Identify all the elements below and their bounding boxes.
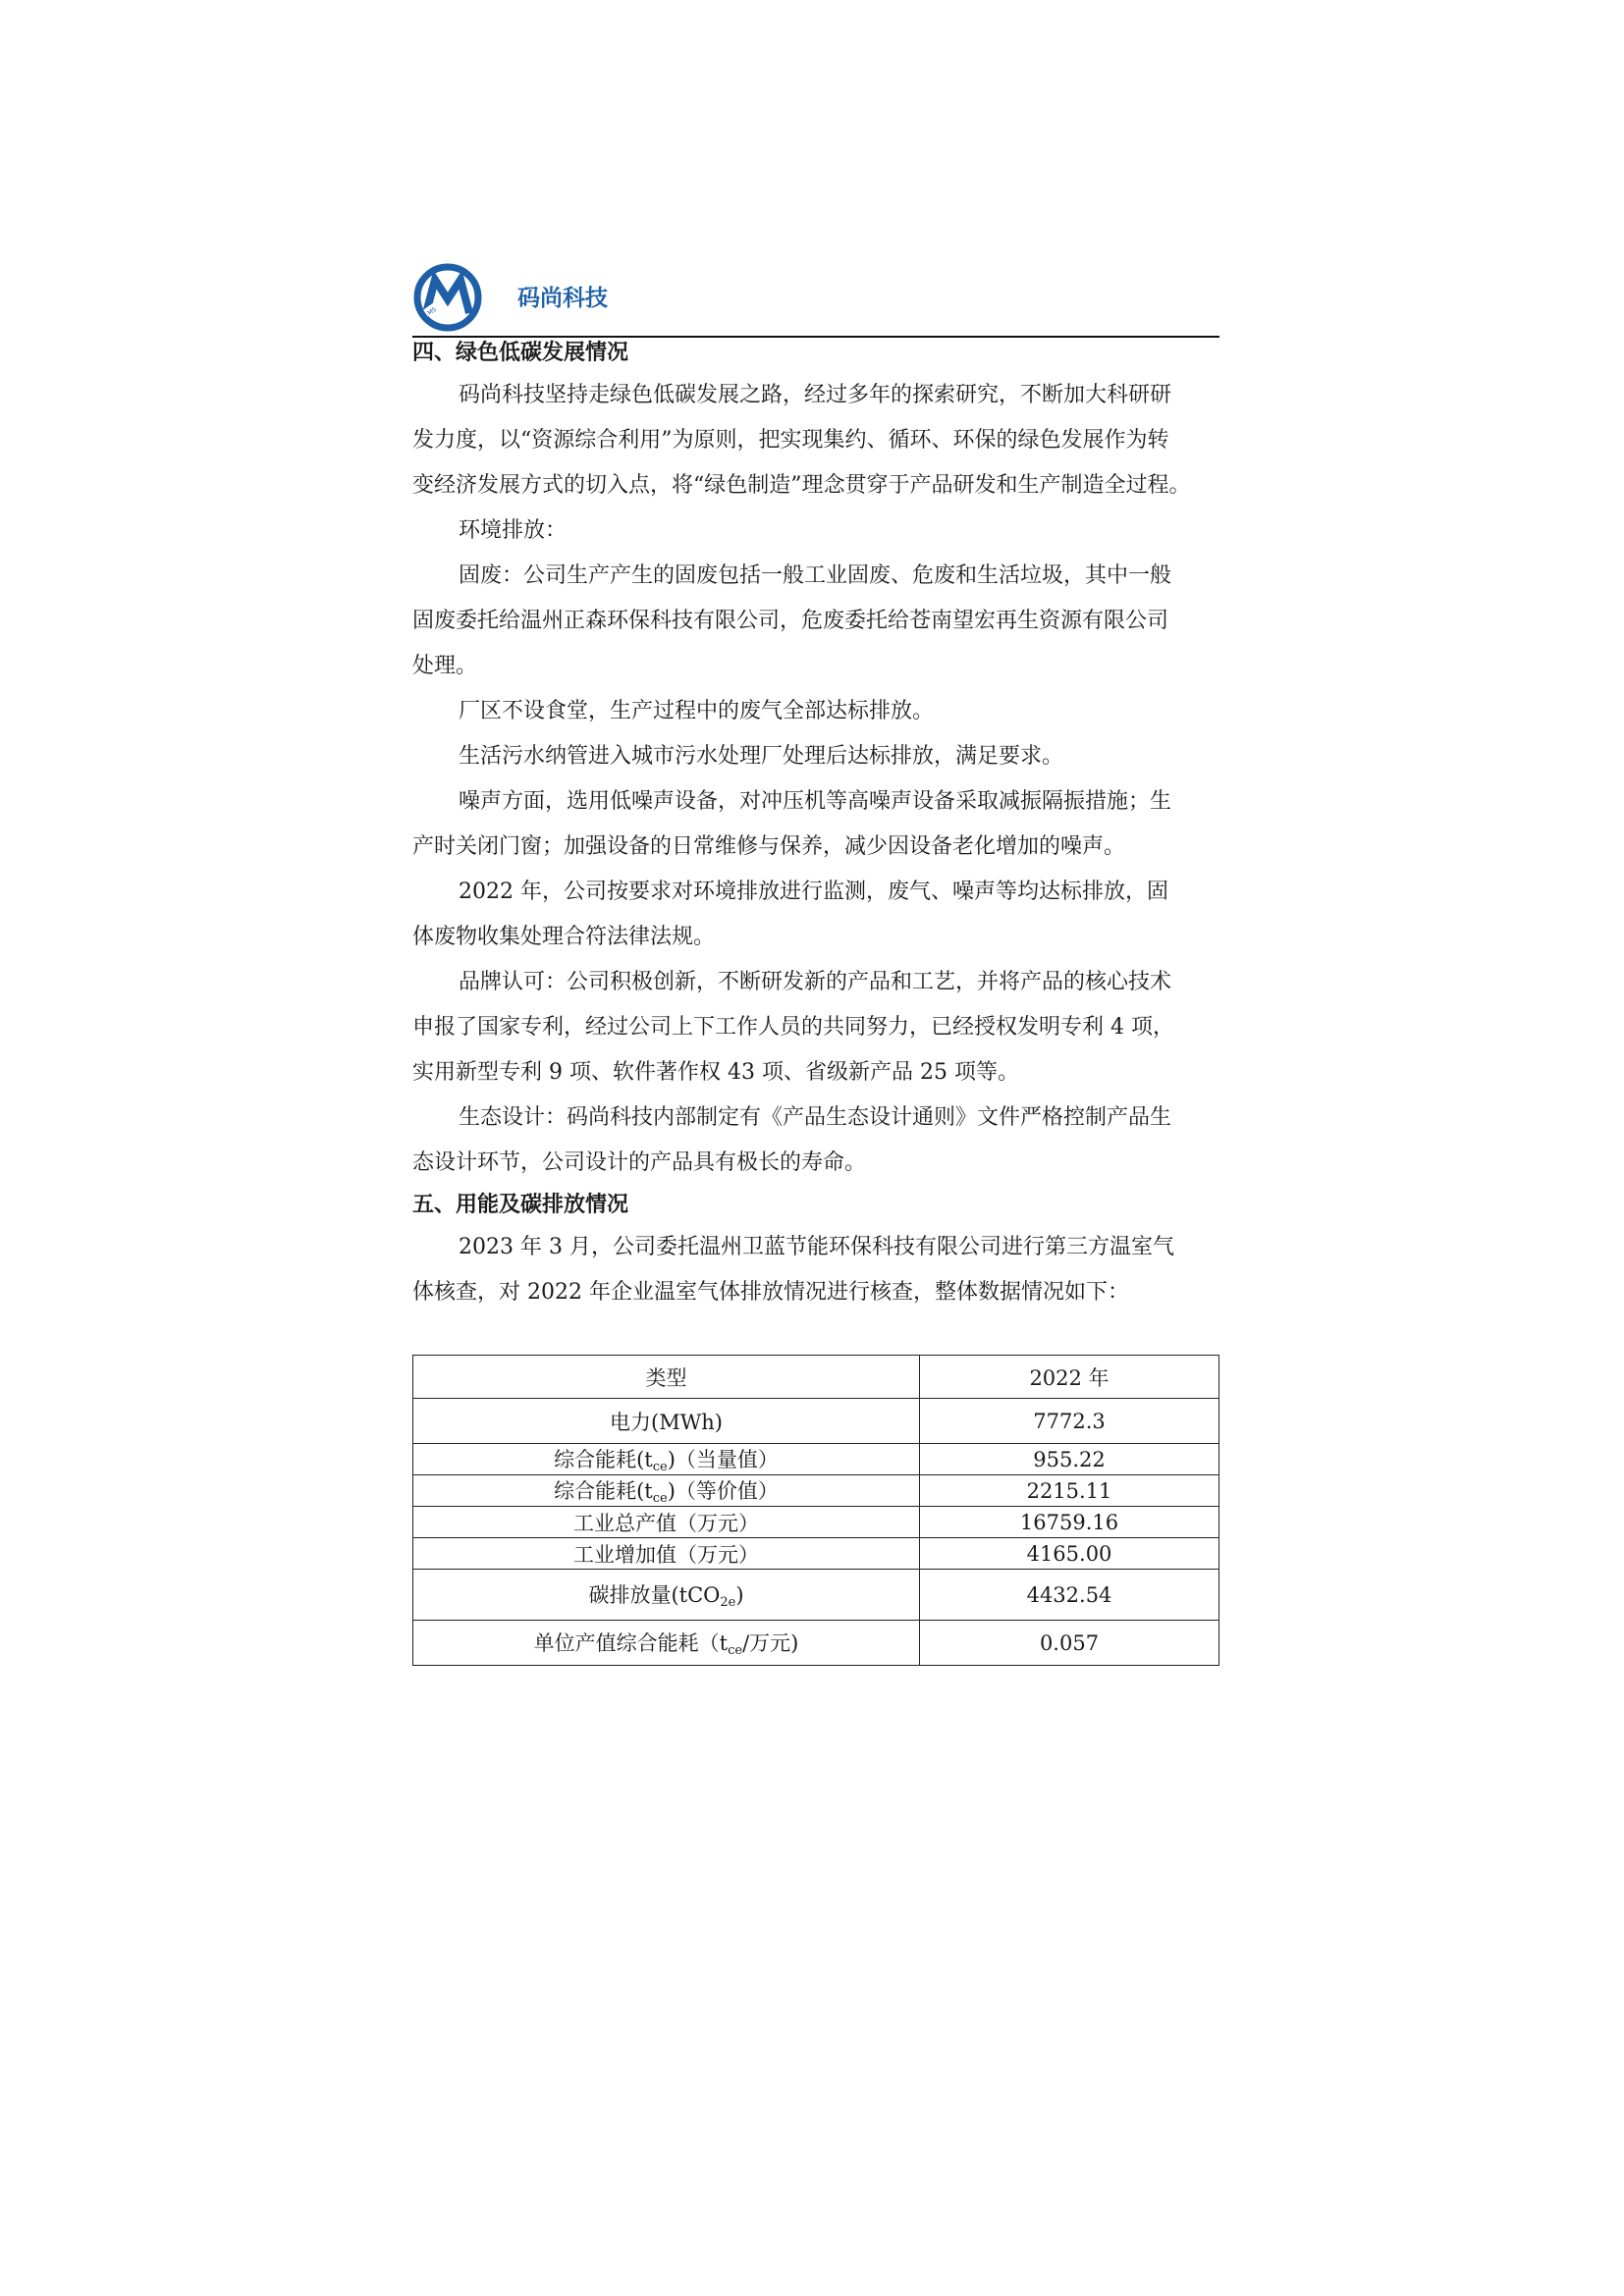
table-header-year: 2022 年 [920, 1356, 1219, 1399]
row-type-label: 单位产值综合能耗（t [533, 1631, 729, 1655]
row-type-label: 电力(MWh) [610, 1410, 723, 1434]
row-value-cell: 955.22 [920, 1444, 1219, 1475]
paragraph [412, 1095, 1237, 1186]
paragraph [412, 734, 1237, 779]
paragraph-line: 体废物收集处理合符法律法规。 [412, 925, 716, 949]
unit-subscript: 2e [720, 1595, 736, 1610]
row-value-cell: 4432.54 [920, 1570, 1219, 1621]
paragraph-line: 品牌认可：公司积极创新，不断研发新的产品和工艺，并将产品的核心技术 [459, 970, 1172, 994]
table-row [413, 1507, 1219, 1538]
unit-subscript: ce [652, 1491, 668, 1506]
table-row [413, 1621, 1219, 1666]
section-heading-energy-carbon: 五、用能及碳排放情况 [412, 1193, 629, 1217]
unit-subscript: ce [652, 1460, 668, 1474]
section-4-paragraphs [412, 373, 1237, 1186]
paragraph-line: 体核查，对 2022 年企业温室气体排放情况进行核查，整体数据情况如下： [412, 1280, 1129, 1305]
row-type-label: 碳排放量(tCO [588, 1583, 721, 1607]
paragraph-line: 实用新型专利 9 项、软件著作权 43 项、省级新产品 25 项等。 [412, 1060, 1019, 1085]
row-type-cell [413, 1475, 920, 1507]
paragraph [412, 1225, 1237, 1315]
paragraph-line: 申报了国家专利，经过公司上下工作人员的共同努力，已经授权发明专利 4 项， [412, 1015, 1174, 1040]
row-type-cell [413, 1570, 920, 1621]
paragraph-line: 噪声方面，选用低噪声设备，对冲压机等高噪声设备采取减振隔振措施；生 [459, 789, 1172, 814]
table-row [413, 1399, 1219, 1444]
paragraph [412, 508, 1237, 554]
table-row [413, 1538, 1219, 1570]
row-type-cell [413, 1621, 920, 1666]
row-type-suffix: )（当量值） [667, 1448, 779, 1471]
paragraph [412, 960, 1237, 1095]
paragraph-line: 2023 年 3 月，公司委托温州卫蓝节能环保科技有限公司进行第三方温室气 [459, 1235, 1174, 1259]
row-type-cell [413, 1444, 920, 1475]
section-5-paragraphs [412, 1225, 1237, 1315]
row-type-cell [413, 1399, 920, 1444]
paragraph-line: 码尚科技坚持走绿色低碳发展之路，经过多年的探索研究，不断加大科研研 [459, 383, 1172, 407]
row-type-suffix: /万元) [742, 1631, 799, 1655]
row-type-label: 综合能耗(t [554, 1448, 653, 1471]
paragraph-line: 厂区不设食堂，生产过程中的废气全部达标排放。 [459, 699, 935, 723]
row-value-cell: 0.057 [920, 1621, 1219, 1666]
paragraph-line: 处理。 [412, 654, 478, 678]
ms-logo-icon [412, 262, 483, 333]
brand-name: 码尚科技 [517, 286, 608, 311]
unit-subscript: ce [728, 1643, 743, 1658]
paragraph [412, 373, 1237, 508]
table-row [413, 1475, 1219, 1507]
paragraph-line: 固废：公司生产产生的固废包括一般工业固废、危废和生活垃圾，其中一般 [459, 563, 1172, 588]
paragraph-line: 2022 年，公司按要求对环境排放进行监测，废气、噪声等均达标排放，固 [459, 880, 1168, 904]
paragraph-line: 生态设计：码尚科技内部制定有《产品生态设计通则》文件严格控制产品生 [459, 1105, 1172, 1130]
paragraph [412, 554, 1237, 689]
row-type-suffix: ) [735, 1583, 744, 1607]
document-body [412, 334, 1237, 1315]
paragraph-line: 产时关闭门窗；加强设备的日常维修与保养，减少因设备老化增加的噪声。 [412, 834, 1126, 859]
paragraph [412, 689, 1237, 734]
paragraph-line: 变经济发展方式的切入点，将“绿色制造”理念贯穿于产品研发和生产制造全过程。 [412, 473, 1191, 498]
table-header-type: 类型 [413, 1356, 920, 1399]
row-type-label: 工业增加值（万元） [573, 1542, 759, 1567]
section-heading-green-low-carbon: 四、绿色低碳发展情况 [412, 341, 629, 365]
row-value-cell: 16759.16 [920, 1507, 1219, 1538]
table-row [413, 1444, 1219, 1475]
paragraph-line: 生活污水纳管进入城市污水处理厂处理后达标排放，满足要求。 [459, 744, 1064, 769]
table-header-row [413, 1356, 1219, 1399]
row-type-cell [413, 1538, 920, 1570]
paragraph [412, 870, 1237, 960]
paragraph-line: 固废委托给温州正森环保科技有限公司，危废委托给苍南望宏再生资源有限公司 [412, 609, 1169, 633]
row-value-cell: 2215.11 [920, 1475, 1219, 1507]
paragraph-line: 发力度，以“资源综合利用”为原则，把实现集约、循环、环保的绿色发展作为转 [412, 428, 1169, 453]
paragraph-line: 态设计环节，公司设计的产品具有极长的寿命。 [412, 1150, 867, 1175]
paragraph [412, 779, 1237, 870]
row-type-suffix: )（等价值） [667, 1479, 779, 1503]
svg-text:MS: MS [426, 305, 438, 317]
row-value-cell: 7772.3 [920, 1399, 1219, 1444]
row-type-cell [413, 1507, 920, 1538]
page-header [412, 260, 1218, 339]
paragraph-line: 环境排放： [459, 518, 568, 543]
row-type-label: 工业总产值（万元） [573, 1511, 759, 1535]
table-row [413, 1570, 1219, 1621]
row-type-label: 综合能耗(t [554, 1479, 653, 1503]
row-value-cell: 4165.00 [920, 1538, 1219, 1570]
energy-emission-table [412, 1355, 1219, 1666]
